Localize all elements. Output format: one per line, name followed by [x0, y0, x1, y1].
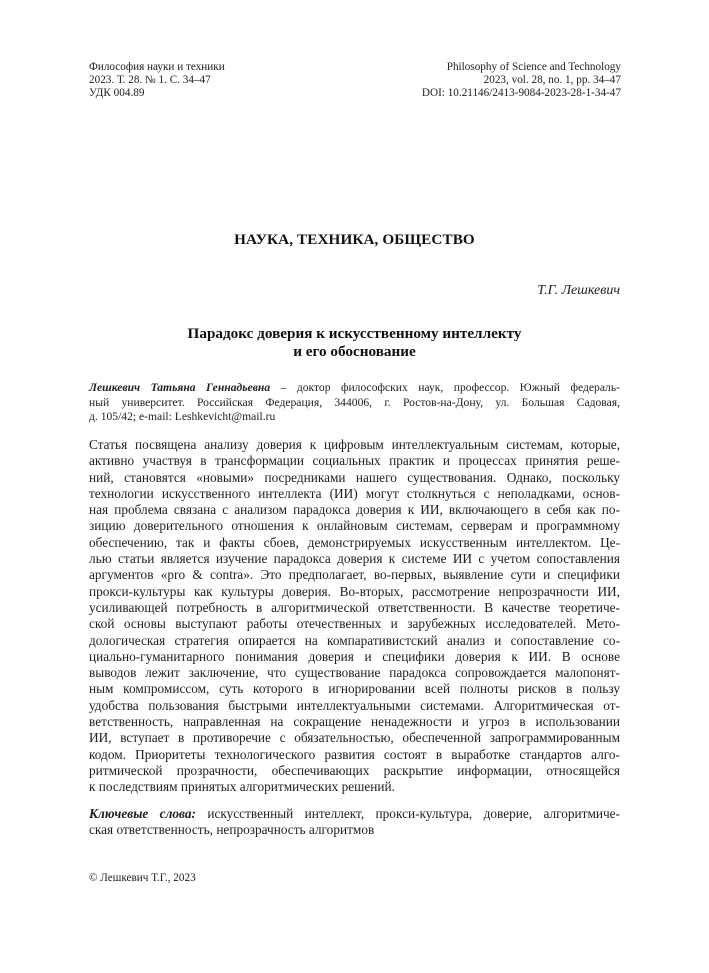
journal-name-ru: Философия науки и техники	[89, 61, 225, 73]
abstract-line: технологии искусственного интеллекта (ИИ) могут столкнуться с неполадками, основ-	[89, 485, 620, 501]
abstract-line: к последствиям принятых алгоритмических решений.	[89, 779, 395, 795]
journal-header-en	[422, 61, 621, 100]
author-short: Т.Г. Лешкевич	[537, 283, 620, 298]
abstract-line: ная проблема связана с анализом парадокса доверия к ИИ, включающего в себя как по-	[89, 502, 620, 518]
abstract-line: прокси-культуры как культуры доверия. Во-вторых, рассмотрение непрозрачности ИИ,	[89, 583, 620, 599]
keywords-text: искусственный интеллект, прокси-культура, доверие, алгоритмиче-	[195, 806, 620, 821]
abstract-line: ным компромиссом, суть которого в игнорировании всей полноты рисков в пользу	[89, 681, 620, 697]
article-title-line-1: Парадокс доверия к искусственному интеллекту	[187, 325, 522, 342]
abstract-line: ветственность, направленная на сокращение ненадежности и угроз в использовании	[89, 714, 620, 730]
abstract-line: удобства пользования быстрыми интеллектуальными системами. Алгоритмическая от-	[89, 697, 620, 713]
abstract-line: зицию доверительного отношения к онлайновым системам, серверам и программному	[89, 518, 620, 534]
abstract-line: ИИ, вступает в противоречие с обязательностью, обеспеченной запрограммированным	[89, 730, 620, 746]
abstract-line: Статья посвящена анализу доверия к цифровым интеллектуальным системам, которые,	[89, 437, 620, 452]
doi[interactable]: DOI: 10.21146/2413-9084-2023-28-1-34-47	[421, 87, 621, 99]
author-full-name: Лешкевич Татьяна Геннадьевна	[89, 381, 271, 394]
abstract-line: обеспечению, так и факты сбоев, демонстрируемых искусственным интеллектом. Це-	[89, 534, 620, 550]
section-title: НАУКА, ТЕХНИКА, ОБЩЕСТВО	[234, 231, 475, 248]
copyright: © Лешкевич Т.Г., 2023	[89, 872, 196, 884]
journal-name-en: Philosophy of Science and Technology	[446, 61, 621, 73]
affiliation-line: ный университет. Российская Федерация, 344006, г. Ростов-на-Дону, ул. Большая Садовая,	[89, 395, 620, 409]
keywords-text: ская ответственность, непрозрачность алгоритмов	[89, 822, 375, 838]
affiliation-line: д. 105/42; e-mail: Leshkevicht@mail.ru	[89, 410, 276, 423]
author-affiliation	[89, 381, 620, 425]
abstract-line: дологическая стратегия опирается на компаративистский анализ и сопоставление со-	[89, 632, 620, 648]
article-title-line-2: и его обоснование	[293, 343, 416, 360]
abstract-line: усиливающей потребность в алгоритмической ответственности. В качестве теоретиче-	[89, 599, 620, 615]
keywords-label: Ключевые слова:	[89, 806, 196, 821]
issue-info-ru: 2023. Т. 28. № 1. С. 34–47	[89, 74, 211, 86]
journal-header-ru	[89, 61, 225, 100]
abstract-line: аргументов «pro & contra». Это предполагает, во-первых, выявление сути и специфики	[89, 567, 620, 583]
abstract-line: активно участвуя в трансформации социальных практик и процессах принятия реше-	[89, 453, 620, 469]
abstract-line: циально-гуманитарного понимания доверия и специфики доверия к ИИ. В основе	[89, 648, 620, 664]
udk-code: УДК 004.89	[89, 87, 145, 99]
issue-info-en: 2023, vol. 28, no. 1, pp. 34–47	[483, 74, 621, 86]
abstract	[89, 437, 620, 796]
abstract-line: лью статьи является изучение парадокса доверия к системе ИИ с учетом сопоставления	[89, 551, 620, 567]
affiliation-line: – доктор философских наук, профессор. Южный федераль-	[270, 381, 620, 394]
abstract-line: кодом. Приоритеты технологического развития состоят в выработке стандартов алго-	[89, 746, 620, 762]
article-title	[0, 325, 709, 361]
abstract-line: ской основы выступают работы отечественных и зарубежных исследователей. Мето-	[89, 616, 620, 632]
keywords	[89, 806, 620, 839]
abstract-line: ний, становятся «новыми» посредниками нашего существования. Однако, поскольку	[89, 469, 620, 485]
abstract-line: ритмической прозрачности, обеспечивающих раскрытие информации, относящейся	[89, 762, 620, 778]
abstract-line: выводов лежит заключение, что существование парадокса сопровождается малопонят-	[89, 665, 620, 681]
